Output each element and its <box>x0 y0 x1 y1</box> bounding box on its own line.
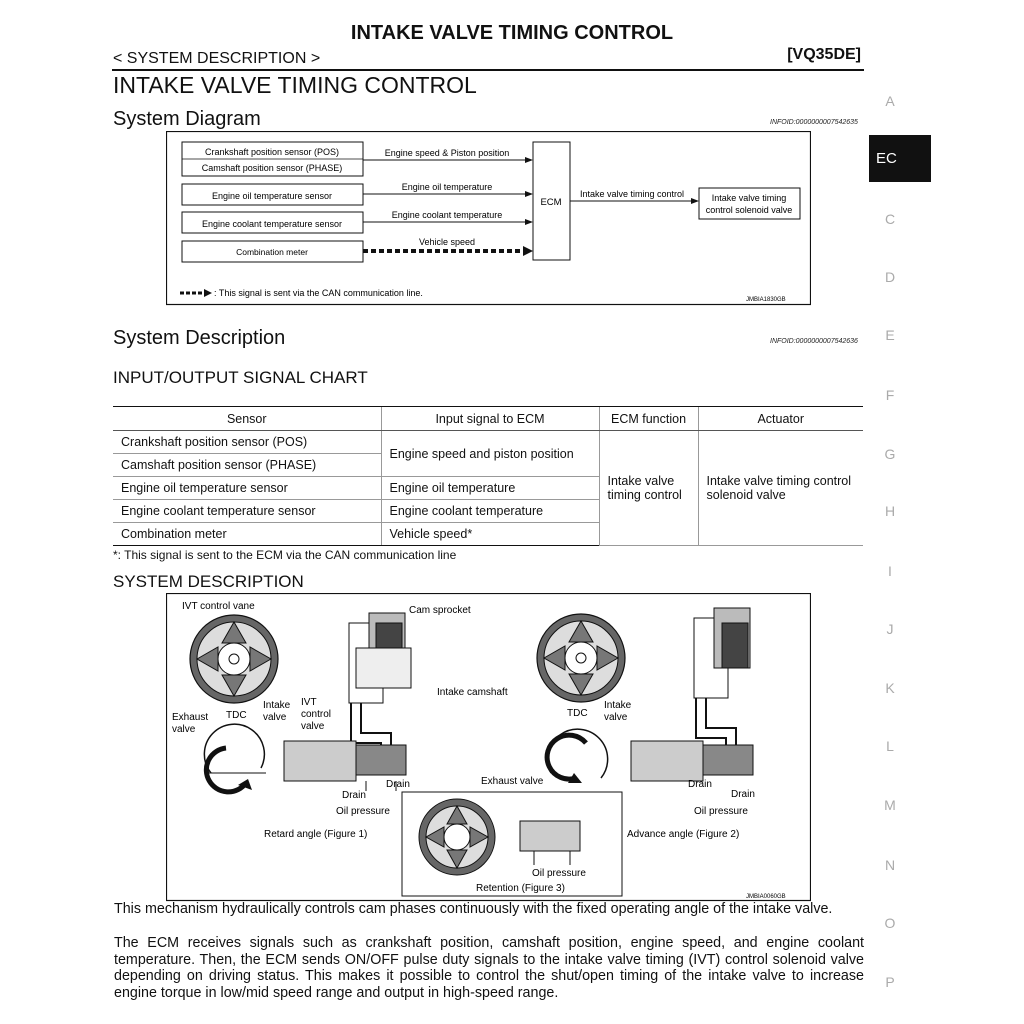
label-ivt2: control <box>301 709 332 720</box>
side-index-d[interactable]: D <box>884 269 896 285</box>
system-description-title: System Description <box>113 327 286 349</box>
ecm-function-cell: Intake valve timing control <box>599 431 698 546</box>
actuator-line1: Intake valve timing <box>711 193 787 203</box>
label-retention: Retention (Figure 3) <box>476 883 565 894</box>
table-header-row <box>113 407 863 431</box>
side-index-ec-active[interactable]: EC <box>869 135 931 182</box>
input-cell: Engine oil temperature <box>381 477 599 500</box>
diagram-sensor-coolant: Engine coolant temperature sensor <box>201 219 343 229</box>
label-ivt1: IVT <box>301 697 317 708</box>
input-cell: Engine speed and piston position <box>381 431 599 477</box>
mechanism-title: SYSTEM DESCRIPTION <box>113 572 304 591</box>
side-index-g[interactable]: G <box>884 446 896 462</box>
paragraph-1: This mechanism hydraulically controls cam phases continuously with the fixed operating angle of the intake valve. <box>114 901 833 917</box>
col-actuator: Actuator <box>698 407 863 431</box>
signal-vehicle-speed: Vehicle speed <box>418 237 476 247</box>
sensor-cell: Camshaft position sensor (PHASE) <box>113 454 381 477</box>
can-legend: : This signal is sent via the CAN communication line. <box>214 288 423 298</box>
ivt-rotor-retard <box>190 615 278 703</box>
actuator-line2: control solenoid valve <box>705 205 793 215</box>
signal-output: Intake valve timing control <box>579 189 685 199</box>
label-retard: Retard angle (Figure 1) <box>264 829 368 840</box>
io-chart-title: INPUT/OUTPUT SIGNAL CHART <box>113 368 368 387</box>
side-index-h[interactable]: H <box>884 503 896 519</box>
side-index-k[interactable]: K <box>885 680 895 696</box>
page-title: INTAKE VALVE TIMING CONTROL <box>113 72 477 98</box>
input-cell: Vehicle speed* <box>381 523 599 546</box>
table-row <box>113 431 863 454</box>
ivt-rotor-advance <box>537 614 625 702</box>
side-index-j[interactable]: J <box>886 621 894 637</box>
label-advance: Advance angle (Figure 2) <box>627 829 740 840</box>
diagram-sensor-meter: Combination meter <box>236 247 308 257</box>
sensor-cell: Combination meter <box>113 523 381 546</box>
side-index-n[interactable]: N <box>884 857 896 873</box>
system-description-infoid: INFOID:0000000007542636 <box>770 338 858 345</box>
label-intake2-left: valve <box>263 712 287 723</box>
sensor-cell: Crankshaft position sensor (POS) <box>113 431 381 454</box>
label-tdc-right: TDC <box>567 708 588 719</box>
side-index-f[interactable]: F <box>885 387 895 403</box>
diagram-sensor-phase: Camshaft position sensor (PHASE) <box>201 163 343 173</box>
ivt-mechanism-figure <box>166 593 811 902</box>
figure-code: JMBIA0060GB <box>746 894 786 900</box>
side-index-o[interactable]: O <box>884 915 896 931</box>
signal-oil-temp: Engine oil temperature <box>401 182 493 192</box>
label-oil-pressure-right: Oil pressure <box>694 806 748 817</box>
sensor-cell: Engine coolant temperature sensor <box>113 500 381 523</box>
label-ivt-vane: IVT control vane <box>182 601 255 612</box>
header-subtitle: < SYSTEM DESCRIPTION > <box>113 50 321 67</box>
label-intake1-left: Intake <box>263 700 291 711</box>
label-oil-pressure-left: Oil pressure <box>336 806 390 817</box>
ivt-rotor-retention <box>419 799 495 875</box>
label-drain-2: Drain <box>342 790 366 801</box>
sensor-cell: Engine oil temperature sensor <box>113 477 381 500</box>
paragraph-2: The ECM receives signals such as crankshaft position, camshaft position, engine speed, and engine coolant temperature. Then, the ECM sends ON/OFF pulse duty signals to the intake valve timing (IVT) control solenoid valve depending on driving status. This makes it possible to control the shut/open timing of the intake valve to increase engine torque in low/mid speed range and output in high-speed range. <box>114 935 864 1001</box>
diagram-sensor-oil: Engine oil temperature sensor <box>211 191 333 201</box>
col-sensor: Sensor <box>113 407 381 431</box>
label-drain-4: Drain <box>731 789 755 800</box>
diagram-code: JMBIA1830GB <box>746 297 786 303</box>
signal-speed-piston: Engine speed & Piston position <box>384 148 510 158</box>
label-intake1-right: Intake <box>604 700 632 711</box>
side-index-l[interactable]: L <box>886 738 894 754</box>
signal-coolant-temp: Engine coolant temperature <box>391 210 503 220</box>
engine-code: [VQ35DE] <box>787 46 861 63</box>
label-ivt3: valve <box>301 721 325 732</box>
actuator-cell: Intake valve timing control solenoid valve <box>698 431 863 546</box>
col-ecm-function: ECM function <box>599 407 698 431</box>
label-drain-1: Drain <box>386 779 410 790</box>
side-index-a[interactable]: A <box>885 93 895 109</box>
system-diagram <box>166 131 811 306</box>
side-index-m[interactable]: M <box>884 797 896 813</box>
input-cell: Engine coolant temperature <box>381 500 599 523</box>
col-input: Input signal to ECM <box>381 407 599 431</box>
header-title: INTAKE VALVE TIMING CONTROL <box>350 22 674 44</box>
label-tdc-left: TDC <box>226 710 247 721</box>
side-index-p[interactable]: P <box>885 974 895 990</box>
label-intake2-right: valve <box>604 712 628 723</box>
label-exhaust1: Exhaust <box>172 712 209 723</box>
system-diagram-title: System Diagram <box>113 108 261 130</box>
side-index-i[interactable]: I <box>888 563 892 579</box>
header-rule <box>112 69 864 71</box>
side-index-e[interactable]: E <box>885 327 895 343</box>
system-diagram-infoid: INFOID:0000000007542635 <box>770 119 858 126</box>
side-index-c[interactable]: C <box>884 211 896 227</box>
diagram-sensor-pos: Crankshaft position sensor (POS) <box>204 147 340 157</box>
table-footnote: *: This signal is sent to the ECM via the CAN communication line <box>113 548 457 562</box>
label-oil-pressure-center: Oil pressure <box>532 868 586 879</box>
retention-valve <box>520 821 580 851</box>
label-exhaust-valve: Exhaust valve <box>481 776 544 787</box>
io-signal-table <box>113 406 863 546</box>
label-cam-sprocket: Cam sprocket <box>409 605 471 616</box>
label-exhaust2: valve <box>172 724 196 735</box>
ecm-label: ECM <box>540 197 562 208</box>
label-drain-3: Drain <box>688 779 712 790</box>
label-intake-camshaft: Intake camshaft <box>437 687 508 698</box>
